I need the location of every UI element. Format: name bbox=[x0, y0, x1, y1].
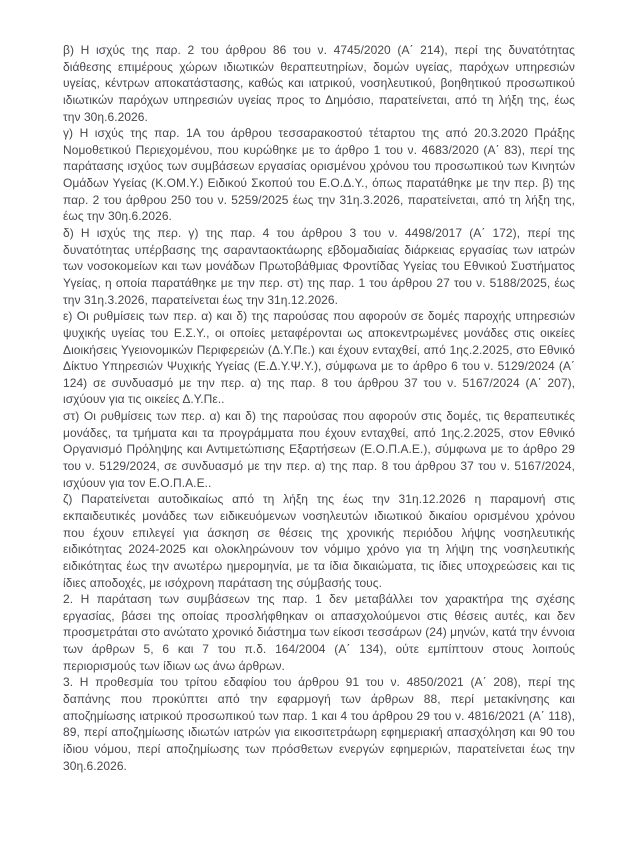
legal-paragraph: στ) Οι ρυθμίσεις των περ. α) και δ) της παρούσας που αφορούν στις δομές, τις θεραπευτικές μονάδες, τα τμήματα και τα προγράμματα που έχουν ενταχθεί, από 1ης.2.2025, στον Εθνικό Οργανισμό Πρόληψης και Αντιμετώπισης Εξαρτήσεων (Ε.Ο.Π.Α.Ε.), σύμφωνα με το άρθρο 29 του ν. 5129/2024, σε συνδυασμό με την περ. α) της παρ. 8 του άρθρου 37 του ν. 5167/2024, ισχύουν για τον Ε.Ο.Π.Α.Ε.. bbox=[63, 409, 575, 490]
legal-paragraph: δ) Η ισχύς της περ. γ) της παρ. 4 του άρθρου 3 του ν. 4498/2017 (Α΄ 172), περί της δυνατότητας υπέρβασης της σαρανταοκτάωρης εβδομαδιαίας διάρκειας εργασίας των ιατρών των νοσοκομείων και των μονάδων Πρωτοβάθμιας Φροντίδας Υγείας του Εθνικού Συστήματος Υγείας, η οποία παρατάθηκε με την περ. στ) της παρ. 1 του άρθρου 27 του ν. 5188/2025, έως την 31η.3.2026, παρατείνεται έως την 31η.12.2026. bbox=[63, 226, 575, 307]
legal-paragraph: γ) Η ισχύς της παρ. 1Α του άρθρου τεσσαρακοστού τέταρτου της από 20.3.2020 Πράξης Νομοθετικού Περιεχομένου, που κυρώθηκε με το άρθρο 1 του ν. 4683/2020 (Α΄ 83), περί της παράτασης ισχύος των συμβάσεων εργασίας ορισμένου χρόνου του προσωπικού των Κινητών Ομάδων Υγείας (Κ.ΟΜ.Υ.) Ειδικού Σκοπού του Ε.Ο.Δ.Υ., όπως παρατάθηκε με την περ. β) της παρ. 2 του άρθρου 250 του ν. 5259/2025 έως την 31η.3.2026, παρατείνεται, από τη λήξη της, έως την 30η.6.2026. bbox=[63, 126, 575, 224]
legal-paragraph: β) Η ισχύς της παρ. 2 του άρθρου 86 του ν. 4745/2020 (Α΄ 214), περί της δυνατότητας διάθεσης επιμέρους χώρων ιδιωτικών θεραπευτηρίων, δομών υγείας, παρόχων υπηρεσιών υγείας, κέντρων αποκατάστασης, καθώς και ιατρικού, νοσηλευτικού, βοηθητικού προσωπικού ιδιωτικών παρόχων υπηρεσιών υγείας προς το Δημόσιο, παρατείνεται, από τη λήξη της, έως την 30η.6.2026. bbox=[63, 43, 575, 124]
legal-paragraph: ε) Οι ρυθμίσεις των περ. α) και δ) της παρούσας που αφορούν σε δομές παροχής υπηρεσιών ψυχικής υγείας του Ε.Σ.Υ., οι οποίες μεταφέρονται ως αποκεντρωμένες μονάδες στις οικείες Διοικήσεις Υγειονομικών Περιφερειών (Δ.Υ.Πε.) και έχουν ενταχθεί, από 1ης.2.2025, στο Εθνικό Δίκτυο Υπηρεσιών Ψυχικής Υγείας (Ε.Δ.Υ.Ψ.Υ.), σύμφωνα με το άρθρο 6 του ν. 5129/2024 (Α΄ 124) σε συνδυασμό με την περ. α) της παρ. 8 του άρθρου 37 του ν. 5167/2024 (Α΄ 207), ισχύουν για τις οικείες Δ.Υ.Πε.. bbox=[63, 309, 575, 407]
legal-paragraph: 2. Η παράταση των συμβάσεων της παρ. 1 δεν μεταβάλλει τον χαρακτήρα της σχέσης εργασίας, βάσει της οποίας προσλήφθηκαν οι απασχολούμενοι στις θέσεις αυτές, και δεν προσμετράται στο ανώτατο χρονικό διάστημα των είκοσι τεσσάρων (24) μηνών, κατά την έννοια των άρθρων 5, 6 και 7 του π.δ. 164/2004 (Α΄ 134), ούτε εμπίπτουν στους λοιπούς περιορισμούς των ίδιων ως άνω άρθρων. bbox=[63, 592, 575, 673]
document-body bbox=[63, 42, 575, 774]
legal-paragraph: ζ) Παρατείνεται αυτοδικαίως από τη λήξη της έως την 31η.12.2026 η παραμονή στις εκπαιδευτικές μονάδες των ειδικευόμενων νοσηλευτών ιδιωτικού δικαίου ορισμένου χρόνου που έχουν επιλεγεί για άσκηση σε θέσεις της χρονικής περιόδου λήψης νοσηλευτικής ειδικότητας 2024-2025 και ολοκληρώνουν τον νόμιμο χρόνο για τη λήψη της νοσηλευτικής ειδικότητας έως την ανωτέρω ημερομηνία, με τα ίδια δικαιώματα, τις ίδιες υποχρεώσεις και τις ίδιες αποδοχές, με ισόχρονη παράταση της σύμβασής τους. bbox=[63, 492, 575, 590]
legal-paragraph: 3. Η προθεσμία του τρίτου εδαφίου του άρθρου 91 του ν. 4850/2021 (Α΄ 208), περί της δαπάνης που προκύπτει από την εφαρμογή των άρθρων 88, περί μετακίνησης και αποζημίωσης ιατρικού προσωπικού των παρ. 1 και 4 του άρθρου 29 του ν. 4816/2021 (Α΄ 118), 89, περί αποζημίωσης ιδιωτών ιατρών για εικοσιτετράωρη εφημεριακή απασχόληση και 90 του ίδιου νόμου, περί αποζημίωσης των πρόσθετων ενεργών εφημεριών, παρατείνεται έως την 30η.6.2026. bbox=[63, 675, 575, 773]
